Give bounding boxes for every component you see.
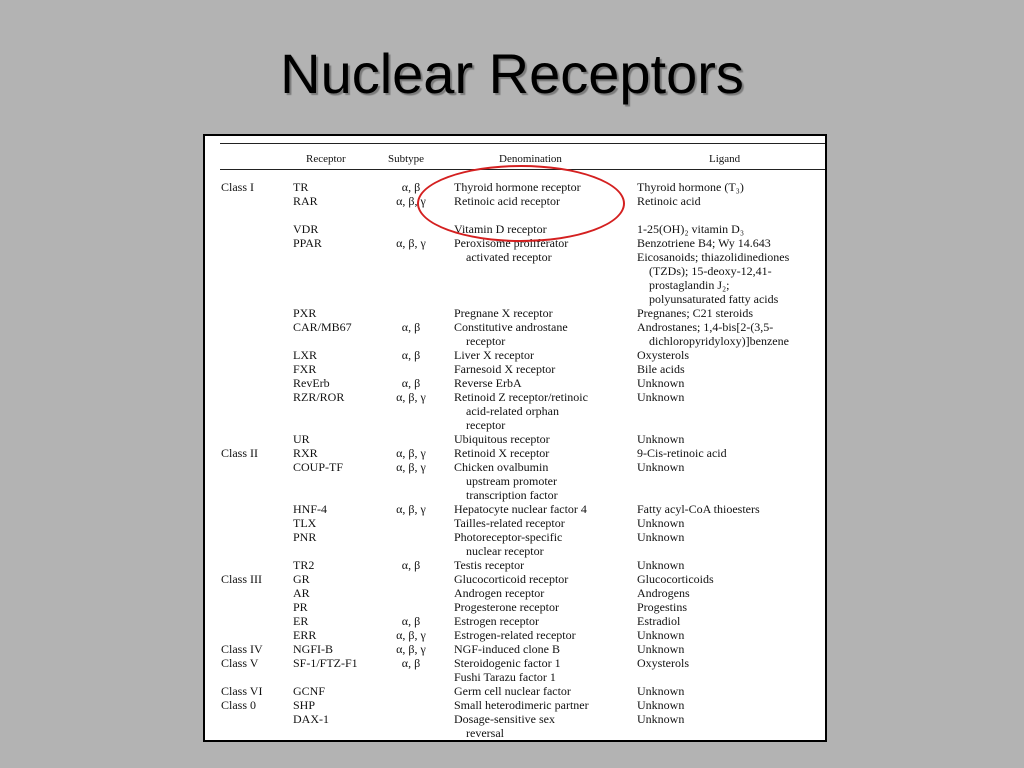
table-row [205, 432, 825, 446]
ligand-cell: dichloropyridyloxy)]benzene [649, 334, 789, 348]
receptor-cell: FXR [293, 362, 317, 376]
table-row [205, 726, 825, 740]
receptor-cell: GCNF [293, 684, 326, 698]
denomination-cell: Peroxisome proliferator [454, 236, 569, 250]
denomination-cell: upstream promoter [466, 474, 557, 488]
class-cell: Class II [221, 446, 258, 460]
subtype-cell: α, β [401, 376, 421, 390]
table-row [205, 698, 825, 712]
subtype-cell: α, β [401, 320, 421, 334]
table-body [205, 180, 825, 740]
ligand-cell: Unknown [637, 530, 685, 544]
class-cell: Class I [221, 180, 254, 194]
ligand-cell: Unknown [637, 516, 685, 530]
denomination-cell: Thyroid hormone receptor [454, 180, 581, 194]
denomination-cell: reversal [466, 726, 504, 740]
ligand-cell: Unknown [637, 376, 685, 390]
receptor-cell: RZR/ROR [293, 390, 345, 404]
ligand-cell: Unknown [637, 628, 685, 642]
ligand-cell: Eicosanoids; thiazolidinediones [637, 250, 790, 264]
denomination-cell: Hepatocyte nuclear factor 4 [454, 502, 587, 516]
table-row [205, 446, 825, 460]
ligand-cell: Androstanes; 1,4-bis[2-(3,5- [637, 320, 774, 334]
ligand-cell: polyunsaturated fatty acids [649, 292, 779, 306]
ligand-cell: Unknown [637, 432, 685, 446]
table-row [205, 306, 825, 320]
denomination-cell: Liver X receptor [454, 348, 534, 362]
denomination-cell: acid-related orphan [466, 404, 559, 418]
table-row [205, 474, 825, 488]
table-row [205, 600, 825, 614]
ligand-cell: Oxysterols [637, 656, 689, 670]
class-cell: Class 0 [221, 698, 257, 712]
ligand-cell: Estradiol [637, 614, 681, 628]
denomination-cell: Pregnane X receptor [454, 306, 553, 320]
header-denomination: Denomination [499, 153, 562, 165]
subtype-cell: α, β, γ [396, 460, 426, 474]
table-row [205, 348, 825, 362]
receptor-cell: RAR [293, 194, 318, 208]
ligand-cell: Bile acids [637, 362, 685, 376]
table-row [205, 264, 825, 278]
receptor-cell: PR [293, 600, 308, 614]
denomination-cell: Fushi Tarazu factor 1 [454, 670, 556, 684]
ligand-cell: prostaglandin J₂; [649, 278, 730, 292]
table-row [205, 684, 825, 698]
subtype-cell: α, β, γ [396, 236, 426, 250]
ligand-cell: Benzotriene B4; Wy 14.643 [637, 236, 771, 250]
denomination-cell: Estrogen receptor [454, 614, 539, 628]
receptor-cell: NGFI-B [293, 642, 334, 656]
subtype-cell: α, β [401, 614, 421, 628]
denomination-cell: Steroidogenic factor 1 [454, 656, 561, 670]
denomination-cell: Dosage-sensitive sex [454, 712, 555, 726]
receptor-cell: DAX-1 [293, 712, 329, 726]
table-row [205, 614, 825, 628]
subtype-cell: α, β, γ [396, 502, 426, 516]
table-row [205, 362, 825, 376]
table-top-rule [220, 143, 825, 144]
table-row [205, 292, 825, 306]
receptor-cell: RXR [293, 446, 318, 460]
denomination-cell: Small heterodimeric partner [454, 698, 589, 712]
table-row [205, 544, 825, 558]
receptor-cell: AR [293, 586, 310, 600]
highlight-ellipse [417, 165, 625, 242]
receptor-cell: GR [293, 572, 310, 586]
receptor-cell: SHP [293, 698, 316, 712]
denomination-cell: Germ cell nuclear factor [454, 684, 571, 698]
table-row [205, 670, 825, 684]
ligand-cell: Fatty acyl-CoA thioesters [637, 502, 760, 516]
subtype-cell: α, β [401, 348, 421, 362]
receptor-cell: COUP-TF [293, 460, 344, 474]
receptor-cell: PXR [293, 306, 317, 320]
table-row [205, 572, 825, 586]
table-row [205, 656, 825, 670]
denomination-cell: Progesterone receptor [454, 600, 559, 614]
denomination-cell: Farnesoid X receptor [454, 362, 556, 376]
table-row [205, 530, 825, 544]
receptor-cell: ER [293, 614, 309, 628]
receptor-cell: PPAR [293, 236, 322, 250]
table-row [205, 334, 825, 348]
denomination-cell: nuclear receptor [466, 544, 544, 558]
ligand-cell: Retinoic acid [637, 194, 701, 208]
denomination-cell: NGF-induced clone B [454, 642, 560, 656]
ligand-cell: Unknown [637, 460, 685, 474]
denomination-cell: Retinoid X receptor [454, 446, 550, 460]
table-row [205, 712, 825, 726]
header-receptor: Receptor [306, 153, 346, 165]
ligand-cell: (TZDs); 15-deoxy-12,41- [649, 264, 772, 278]
receptor-cell: UR [293, 432, 310, 446]
table-row [205, 390, 825, 404]
receptor-cell: PNR [293, 530, 317, 544]
table-row [205, 418, 825, 432]
denomination-cell: Ubiquitous receptor [454, 432, 550, 446]
denomination-cell: Androgen receptor [454, 586, 545, 600]
table-row [205, 628, 825, 642]
class-cell: Class V [221, 656, 259, 670]
denomination-cell: Reverse ErbA [454, 376, 522, 390]
table-row [205, 642, 825, 656]
denomination-cell: Retinoid Z receptor/retinoic [454, 390, 588, 404]
receptor-cell: ERR [293, 628, 317, 642]
ligand-cell: Oxysterols [637, 348, 689, 362]
denomination-cell: Estrogen-related receptor [454, 628, 576, 642]
table-row [205, 586, 825, 600]
ligand-cell: Progestins [637, 600, 688, 614]
ligand-cell: Unknown [637, 558, 685, 572]
table-row [205, 558, 825, 572]
denomination-cell: Tailles-related receptor [454, 516, 565, 530]
ligand-cell: Unknown [637, 712, 685, 726]
table-row [205, 278, 825, 292]
class-cell: Class IV [221, 642, 263, 656]
table-row [205, 502, 825, 516]
denomination-cell: activated receptor [466, 250, 552, 264]
ligand-cell: 1-25(OH)₂ vitamin D₃ [637, 222, 745, 236]
table-row [205, 376, 825, 390]
subtype-cell: α, β, γ [396, 628, 426, 642]
denomination-cell: transcription factor [466, 488, 558, 502]
subtype-cell: α, β [401, 558, 421, 572]
header-ligand: Ligand [709, 153, 741, 165]
receptor-cell: RevErb [293, 376, 330, 390]
subtype-cell: α, β, γ [396, 642, 426, 656]
subtype-cell: α, β, γ [396, 194, 426, 208]
table-row [205, 488, 825, 502]
subtype-cell: α, β, γ [396, 446, 426, 460]
receptor-cell: LXR [293, 348, 317, 362]
table-row [205, 320, 825, 334]
receptor-cell: TR2 [293, 558, 315, 572]
subtype-cell: α, β, γ [396, 390, 426, 404]
receptor-cell: TLX [293, 516, 317, 530]
ligand-cell: Unknown [637, 642, 685, 656]
receptor-cell: CAR/MB67 [293, 320, 352, 334]
ligand-cell: Unknown [637, 390, 685, 404]
denomination-cell: Retinoic acid receptor [454, 194, 560, 208]
denomination-cell: Testis receptor [454, 558, 525, 572]
subtype-cell: α, β [401, 180, 421, 194]
class-cell: Class VI [221, 684, 263, 698]
ligand-cell: Androgens [637, 586, 690, 600]
ligand-cell: Unknown [637, 684, 685, 698]
subtype-cell: α, β [401, 656, 421, 670]
table-row [205, 460, 825, 474]
denomination-cell: Glucocorticoid receptor [454, 572, 569, 586]
denomination-cell: Photoreceptor-specific [454, 530, 563, 544]
ligand-cell: Thyroid hormone (T₃) [637, 180, 744, 194]
receptor-cell: HNF-4 [293, 502, 328, 516]
denomination-cell: receptor [466, 334, 506, 348]
denomination-cell: receptor [466, 418, 506, 432]
table-row [205, 516, 825, 530]
receptor-cell: VDR [293, 222, 319, 236]
denomination-cell: Constitutive androstane [454, 320, 568, 334]
table-row [205, 250, 825, 264]
receptor-cell: SF-1/FTZ-F1 [293, 656, 358, 670]
receptor-cell: TR [293, 180, 309, 194]
ligand-cell: Unknown [637, 698, 685, 712]
header-subtype: Subtype [388, 153, 425, 165]
slide-title: Nuclear Receptors [280, 42, 744, 105]
ligand-cell: Pregnanes; C21 steroids [637, 306, 753, 320]
table-row [205, 404, 825, 418]
denomination-cell: Chicken ovalbumin [454, 460, 549, 474]
denomination-cell: Vitamin D receptor [454, 222, 547, 236]
ligand-cell: 9-Cis-retinoic acid [637, 446, 727, 460]
ligand-cell: Glucocorticoids [637, 572, 714, 586]
class-cell: Class III [221, 572, 262, 586]
